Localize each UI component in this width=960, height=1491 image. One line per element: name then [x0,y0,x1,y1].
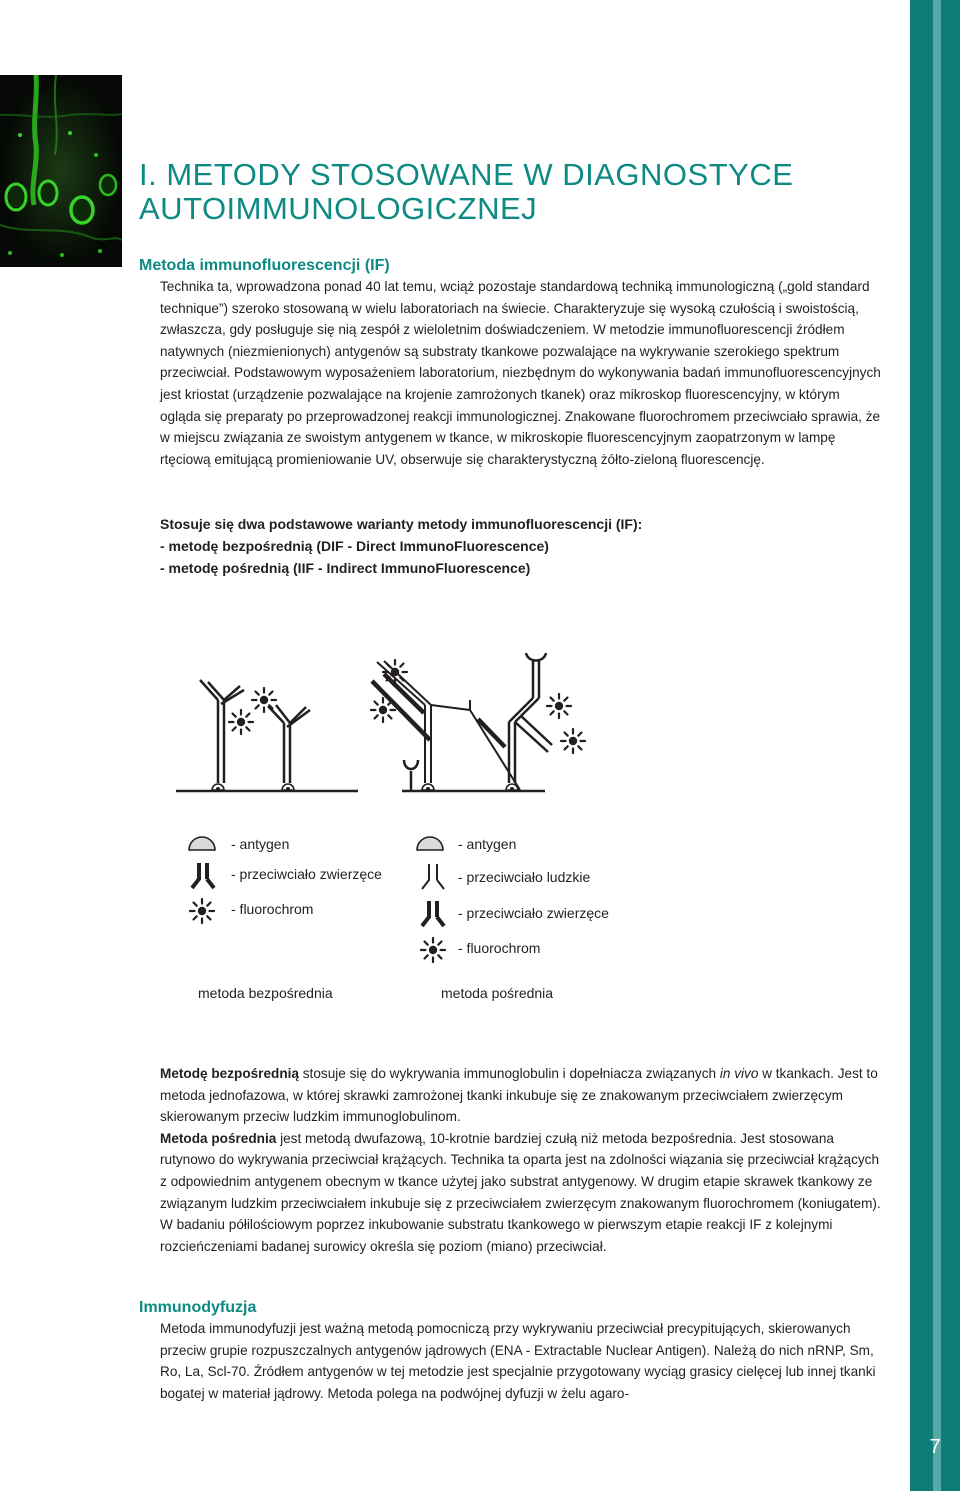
indirect-method-term: Metoda pośrednia [160,1130,277,1146]
legend-indirect-human-antibody: - przeciwciało ludzkie [458,869,591,885]
direct-method-text-2: w tkankach. Jest to metoda jednofazowa, w której skrawki zamrożonej tkanki inkubuje się ze znakowanym przeciwciałem zwierzęcym skierowanym przeciw ludzkim immunoglobulinom. [160,1066,878,1125]
indirect-method-paragraph [139,1128,884,1214]
caption-indirect: metoda pośrednia [441,985,554,1001]
fluorescence-micrograph [0,75,122,267]
page-number: 7 [929,1436,941,1458]
legend-direct-fluorochrome: - fluorochrom [231,901,314,917]
micrograph-image [0,75,122,267]
direct-diagram-drawing [176,680,358,791]
indirect-method-text: jest metodą dwufazową, 10-krotnie bardziej czułą niż metoda bezpośrednia. Jest stosowana rutynowo do wykrywania przeciwciał krążących. Technika ta oparta jest na zdolności wiązania się przeciwciał krążących z odpowiednim antygenem obecnym w tkance użytej jako substrat antygenowy. W drugim etapie skrawek tkankowy ze związanym ludzkim przeciwciałem inkubuje się z przeciwciałem zwierzęcym znakowanym fluorochromem (koniugatem). [160,1130,881,1211]
legend-direct-antigen: - antygen [231,836,290,852]
direct-method-paragraph [139,1063,884,1128]
legend-direct-animal-antibody: - przeciwciało zwierzęce [231,866,382,882]
chapter-title-line-2: AUTOIMMUNOLOGICZNEJ [139,191,538,226]
section-heading-if: Metoda immunofluorescencji (IF) [139,257,390,274]
caption-direct: metoda bezpośrednia [198,985,333,1001]
direct-method-text-1: stosuje się do wykrywania immunoglobulin i dopełniacza związanych [298,1066,720,1081]
semiquantitative-paragraph: W badaniu półilościowym poprzez inkubowanie substratu tkankowego w pierwszym etapie reakcji IF z kolejnymi rozcieńczeniami badanej surowicy określa się poziom (miano) przeciwciał. [160,1217,833,1254]
legend-indirect-antigen: - antygen [458,836,517,852]
sidebar-stripe [933,0,941,1491]
chapter-title-line-1: I. METODY STOSOWANE W DIAGNOSTYCE [139,157,794,192]
indirect-diagram-drawing [371,653,585,791]
section-immunodiffusion [139,1299,884,1404]
direct-method-in-vivo: in vivo [719,1066,759,1081]
direct-method-term: Metodę bezpośrednią [160,1066,299,1081]
antigen-icon [187,835,217,851]
variant-direct: - metodę bezpośrednią (DIF - Direct ImmunoFluorescence) [160,538,549,554]
methods-description [139,1063,884,1257]
chapter-title [139,158,793,226]
antibody-icon [190,861,218,891]
variants-list [160,513,860,579]
fluorochrome-icon [416,933,450,967]
section-heading-immunodiffusion: Immunodyfuzja [139,1299,257,1316]
section-immunofluorescence [139,257,884,470]
antigen-icon [415,835,445,851]
legend-indirect-fluorochrome: - fluorochrom [458,940,541,956]
immunodiffusion-paragraph: Metoda immunodyfuzji jest ważną metodą pomocniczą przy wykrywaniu przeciwciał precypitujących, skierowanych przeciw grupie rozpuszczalnych antygenów jądrowych (ENA - Extractable Nuclear Antigen). Należą do nich nRNP, Sm, Ro, La, Scl-70. Źródłem antygenów w tej metodzie jest specjalnie przygotowany wyciąg grasicy cielęcej lub innej tkanki bogatej w materiał jądrowy. Metoda polega na podwójnej dyfuzji w żelu agaro- [160,1321,876,1401]
human-antibody-icon [420,862,448,892]
if-paragraph: Technika ta, wprowadzona ponad 40 lat temu, wciąż pozostaje standardową techniką immunologiczną („gold standard technique”) szeroko stosowaną w wielu laboratoriach na świecie. Charakteryzuje się wysoką czułością i swoistością, zwłaszcza, gdy posługuje się nią zespół z wieloletnim doświadczeniem. W metodzie immunofluorescencji źródłem natywnych (niezmienionych) antygenów są substraty tkankowe pozwalające na wykrywanie szerokiego spektrum przeciwciał. Podstawowym wyposażeniem laboratorium, niezbędnym do wykonywania badań immunofluorescencyjnych jest kriostat (urządzenie pozwalające na krojenie zamrożonych tkanek) oraz mikroskop fluorescencyjny, w którym ogląda się preparaty po przeprowadzonej reakcji immunologicznej. Znakowane fluorochromem przeciwciało sprawia, że w miejscu związania ze swoistym antygenem w tkance, w mikroskopie fluorescencyjnym zaopatrzonym w lampę rtęciową emitującą promieniowanie UV, obserwuje się charakterystyczną żółto-zieloną fluorescencję. [160,279,881,467]
variants-intro: Stosuje się dwa podstawowe warianty metody immunofluorescencji (IF): [160,516,643,532]
antibody-icon [420,899,448,929]
page-sidebar [910,0,960,1491]
variant-indirect: - metodę pośrednią (IIF - Indirect ImmunoFluorescence) [160,560,531,576]
fluorochrome-icon [185,894,219,928]
legend-indirect-animal-antibody: - przeciwciało zwierzęce [458,905,609,921]
